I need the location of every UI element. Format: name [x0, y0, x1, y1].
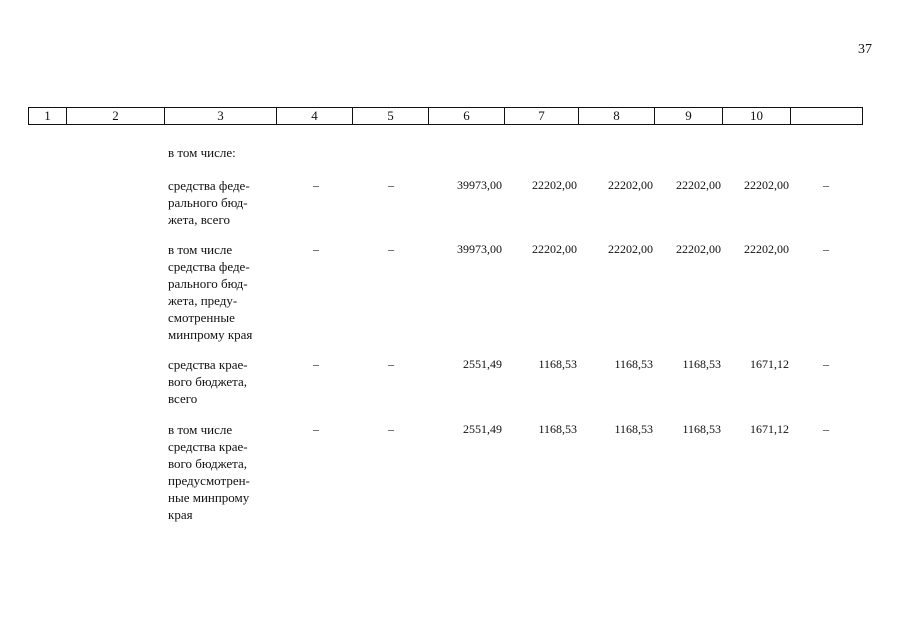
row-description: в том числе средства феде- рального бюд- жета, преду- смотренные минпрому края — [168, 242, 253, 342]
header-cell-7: 7 — [505, 108, 579, 125]
cell-col8: 22202,00 — [608, 178, 653, 192]
header-cell-9: 9 — [655, 108, 723, 125]
header-cell-3: 3 — [165, 108, 277, 125]
cell-col9: 22202,00 — [676, 178, 721, 192]
header-cell-5: 5 — [353, 108, 429, 125]
header-cell-10: 10 — [723, 108, 791, 125]
cell-col6: 2551,49 — [463, 357, 502, 371]
cell-col10: 22202,00 — [744, 242, 789, 256]
cell-col4: – — [313, 178, 319, 192]
cell-col8: 1168,53 — [614, 357, 653, 371]
cell-col4: – — [313, 357, 319, 371]
row-description: средства крае- вого бюджета, всего — [168, 357, 248, 406]
cell-col11: – — [823, 357, 829, 371]
cell-col6: 2551,49 — [463, 422, 502, 436]
cell-col10: 1671,12 — [750, 422, 789, 436]
cell-col7: 22202,00 — [532, 178, 577, 192]
cell-col5: – — [388, 242, 394, 256]
header-cell-4: 4 — [277, 108, 353, 125]
cell-col7: 1168,53 — [538, 422, 577, 436]
cell-col11: – — [823, 178, 829, 192]
cell-col9: 1168,53 — [682, 357, 721, 371]
header-cell-1: 1 — [29, 108, 67, 125]
cell-col7: 22202,00 — [532, 242, 577, 256]
cell-col5: – — [388, 357, 394, 371]
cell-col8: 1168,53 — [614, 422, 653, 436]
cell-col7: 1168,53 — [538, 357, 577, 371]
cell-col9: 1168,53 — [682, 422, 721, 436]
cell-col4: – — [313, 242, 319, 256]
column-number-header — [28, 107, 863, 125]
cell-col6: 39973,00 — [457, 178, 502, 192]
row-description: в том числе средства крае- вого бюджета, предусмотрен- ные минпрому края — [168, 422, 250, 522]
cell-col5: – — [388, 178, 394, 192]
cell-col11: – — [823, 422, 829, 436]
cell-col11: – — [823, 242, 829, 256]
header-cell-6: 6 — [429, 108, 505, 125]
cell-col8: 22202,00 — [608, 242, 653, 256]
cell-col6: 39973,00 — [457, 242, 502, 256]
cell-col4: – — [313, 422, 319, 436]
page-number: 37 — [858, 42, 872, 57]
row-description: средства феде- рального бюд- жета, всего — [168, 178, 250, 227]
header-cell-2: 2 — [67, 108, 165, 125]
subheading: в том числе: — [168, 145, 236, 160]
cell-col5: – — [388, 422, 394, 436]
header-cell-8: 8 — [579, 108, 655, 125]
header-cell-11 — [791, 108, 863, 125]
cell-col9: 22202,00 — [676, 242, 721, 256]
cell-col10: 1671,12 — [750, 357, 789, 371]
cell-col10: 22202,00 — [744, 178, 789, 192]
